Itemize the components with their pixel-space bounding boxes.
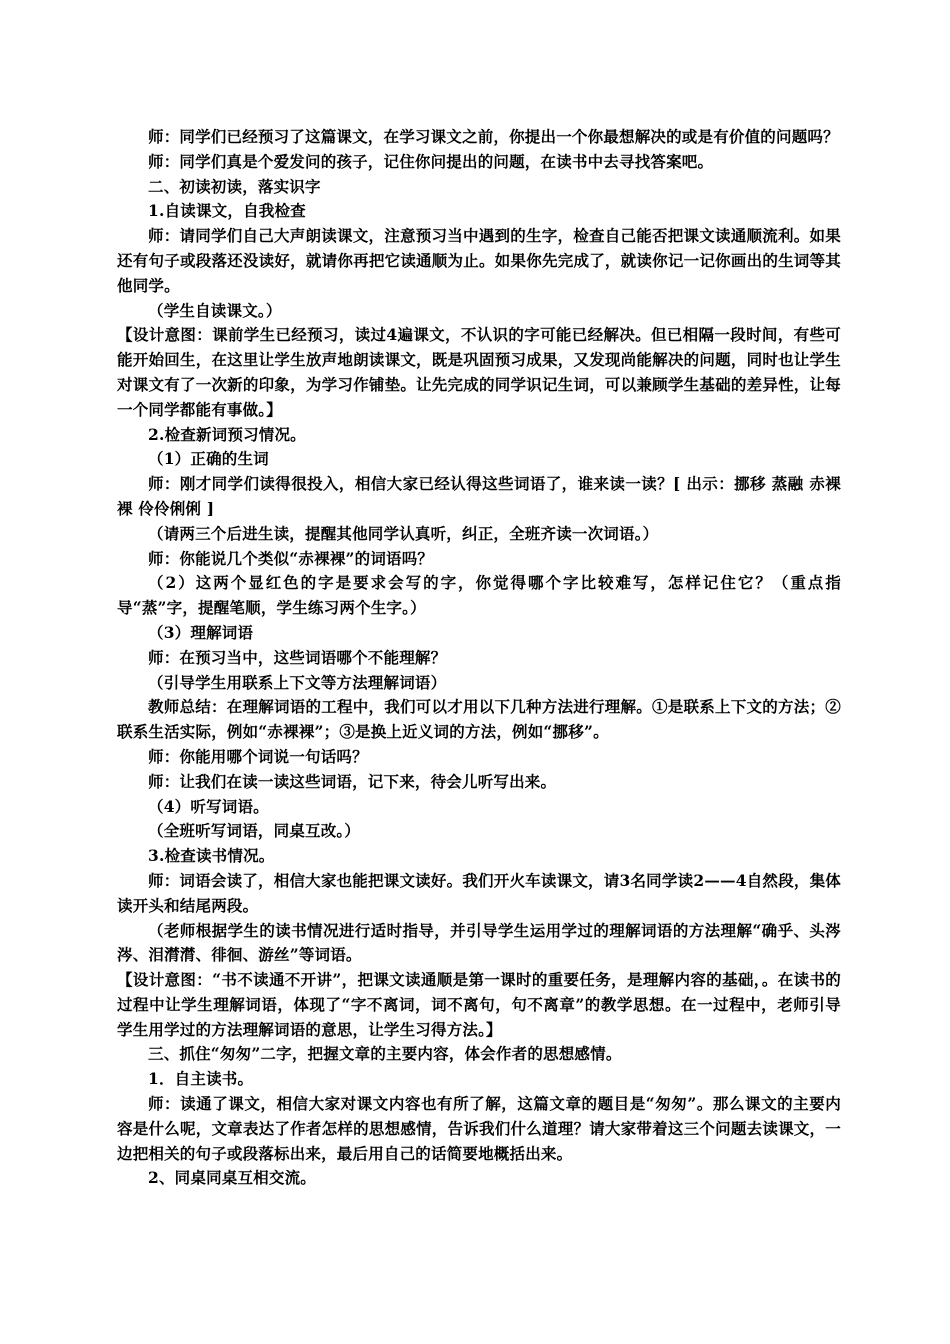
paragraph: 师：在预习当中，这些词语哪个不能理解？ [148, 647, 447, 667]
paragraph: （引导学生用联系上下文等方法理解词语） [148, 672, 447, 692]
paragraph: （学生自读课文。） [148, 300, 282, 320]
subsection-heading: 1．自主读书。 [148, 1069, 254, 1089]
section-heading: 三、抓住“匆匆”二字，把握文章的主要内容，体会作者的思想感情。 [148, 1044, 622, 1064]
paragraph: 师：同学们真是个爱发问的孩子，记住你问提出的问题，在读书中去寻找答案吧。 [148, 151, 714, 171]
paragraph: 师：让我们在读一读这些词语，记下来，待会儿听写出来。 [148, 771, 557, 791]
paragraph: （老师根据学生的读书情况进行适时指导，并引导学生运用学过的理解词语的方法理解“确乎、头涔涔、泪潸潸、徘徊、游丝”等词语。 [117, 920, 841, 965]
paragraph: 师：你能用哪个词说一句话吗？ [148, 746, 368, 766]
subsection-heading: 2.检查新词预习情况。 [148, 424, 306, 444]
paragraph: 师：你能说几个类似“赤裸裸”的词语吗？ [148, 548, 434, 568]
subsection-heading: 1.自读课文，自我检查 [148, 201, 306, 221]
design-intent-note: 【设计意图：“书不读通不开讲”，把课文读通顺是第一课时的重要任务，是理解内容的基础，。在读书的过程中让学生理解词语，体现了“字不离词，词不离句，句不离章”的教学思想。在一过程中，老师引导学生用学过的方法理解词语的意思，让学生习得方法。】 [117, 970, 841, 1039]
paragraph: 师：请同学们自己大声朗读课文，注意预习当中遇到的生字，检查自己能否把课文读通顺流利。如果还有句子或段落还没读好，就请你再把它读通顺为止。如果你先完成了，就读你记一记你画出的生词等其他同学。 [117, 226, 841, 295]
paragraph: （2）这两个显红色的字是要求会写的字，你觉得哪个字比较难写，怎样记住它？（重点指导“蒸”字，提醒笔顺，学生练习两个生字。） [117, 573, 841, 618]
paragraph: （4）听写词语。 [148, 796, 269, 816]
subsection-heading: 2、同桌同桌互相交流。 [148, 1168, 316, 1188]
paragraph: （请两三个后进生读，提醒其他同学认真听，纠正，全班齐读一次词语。） [148, 523, 659, 543]
paragraph: （1）正确的生词 [148, 449, 269, 469]
section-heading: 二、初读初读，落实识字 [148, 176, 321, 196]
paragraph: （3）理解词语 [148, 622, 254, 642]
paragraph: 教师总结：在理解词语的工程中，我们可以才用以下几种方法进行理解。①是联系上下文的方法；②联系生活实际，例如“赤裸裸”；③是换上近义词的方法，例如“挪移”。 [117, 697, 841, 742]
subsection-heading: 3.检查读书情况。 [148, 846, 275, 866]
paragraph: 师：词语会读了，相信大家也能把课文读好。我们开火车读课文，请3名同学读2——4自然段，集体读开头和结尾两段。 [117, 870, 841, 915]
document-body [117, 125, 841, 1191]
paragraph: 师：刚才同学们读得很投入，相信大家已经认得这些词语了，谁来读一读？[ 出示：挪移 蒸融 赤裸裸 伶伶俐俐 ] [117, 474, 841, 518]
paragraph: 师：同学们已经预习了这篇课文，在学习课文之前，你提出一个你最想解决的或是有价值的问题吗？ [148, 127, 839, 146]
design-intent-note: 【设计意图：课前学生已经预习，读过4遍课文，不认识的字可能已经解决。但已相隔一段时间，有些可能开始回生，在这里让学生放声地朗读课文，既是巩固预习成果，又发现尚能解决的问题，同时也让学生对课文有了一次新的印象，为学习作铺垫。让先完成的同学识记生词，可以兼顾学生基础的差异性，让每一个同学都能有事做。】 [117, 325, 841, 419]
paragraph: （全班听写词语，同桌互改。） [148, 821, 361, 841]
paragraph: 师：读通了课文，相信大家对课文内容也有所了解，这篇文章的题目是“匆匆”。那么课文的主要内容是什么呢，文章表达了作者怎样的思想感情，告诉我们什么道理？请大家带着这三个问题去读课文，一边把相关的句子或段落标出来，最后用自己的话简要地概括出来。 [117, 1094, 841, 1163]
